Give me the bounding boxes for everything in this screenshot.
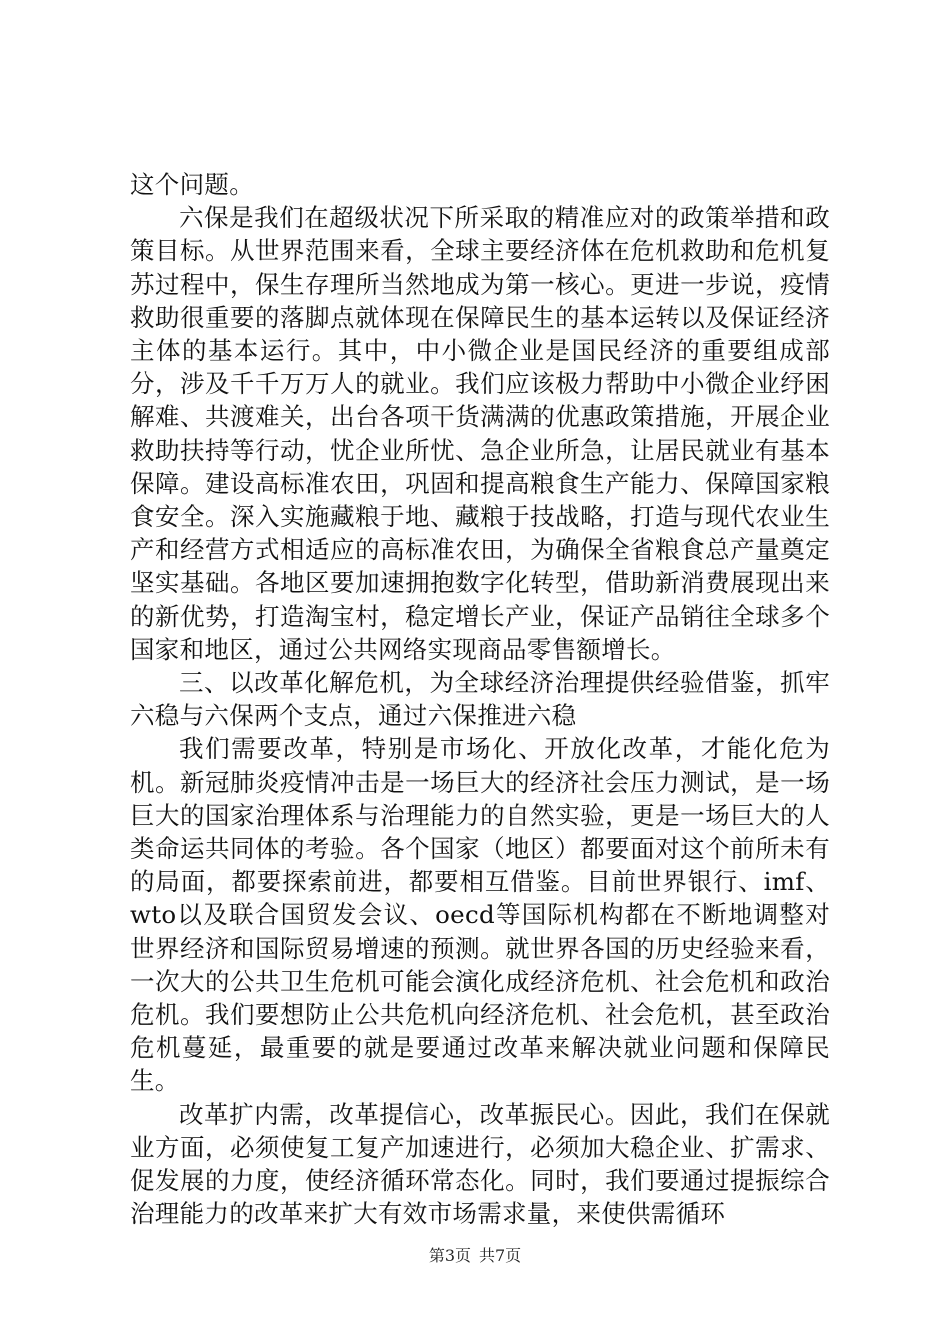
section-heading-three: 三、以改革化解危机，为全球经济治理提供经验借鉴，抓牢六稳与六保两个支点，通过六保推进六稳 [130, 668, 830, 731]
paragraph-six-guarantees: 六保是我们在超级状况下所采取的精准应对的政策举措和政策目标。从世界范围来看，全球主要经济体在危机救助和危机复苏过程中，保生存理所当然地成为第一核心。更进一步说，疫情救助很重要的落脚点就体现在保障民生的基本运转以及保证经济主体的基本运行。其中，中小微企业是国民经济的重要组成部分，涉及千千万万人的就业。我们应该极力帮助中小微企业纾困解难、共渡难关，出台各项干货满满的优惠政策措施，开展企业救助扶持等行动，忧企业所忧、急企业所急，让居民就业有基本保障。建设高标准农田，巩固和提高粮食生产能力、保障国家粮食安全。深入实施藏粮于地、藏粮于技战略，打造与现代农业生产和经营方式相适应的高标准农田，为确保全省粮食总产量奠定坚实基础。各地区要加速拥抱数字化转型，借助新消费展现出来的新优势，打造淘宝村，稳定增长产业，保证产品销往全球多个国家和地区，通过公共网络实现商品零售额增长。 [130, 203, 830, 664]
paragraph-domestic-demand: 改革扩内需，改革提信心，改革振民心。因此，我们在保就业方面，必须使复工复产加速进行，必须加大稳企业、扩需求、促发展的力度，使经济循环常态化。同时，我们要通过提振综合治理能力的改革来扩大有效市场需求量，来使供需循环 [130, 1099, 830, 1229]
page-total: 共7页 [479, 1246, 522, 1265]
page-number: 第3页 [428, 1246, 471, 1265]
paragraph-continuation: 这个问题。 [130, 170, 254, 199]
page-footer [0, 1246, 950, 1266]
document-body [130, 168, 830, 1231]
paragraph-reform: 我们需要改革，特别是市场化、开放化改革，才能化危为机。新冠肺炎疫情冲击是一场巨大的经济社会压力测试，是一场巨大的国家治理体系与治理能力的自然实验，更是一场巨大的人类命运共同体的考验。各个国家（地区）都要面对这个前所未有的局面，都要探索前进，都要相互借鉴。目前世界银行、imf、wto以及联合国贸发会议、oecd等国际机构都在不断地调整对世界经济和国际贸易增速的预测。就世界各国的历史经验来看，一次大的公共卫生危机可能会演化成经济危机、社会危机和政治危机。我们要想防止公共危机向经济危机、社会危机，甚至政治危机蔓延，最重要的就是要通过改革来解决就业问题和保障民生。 [130, 734, 830, 1096]
